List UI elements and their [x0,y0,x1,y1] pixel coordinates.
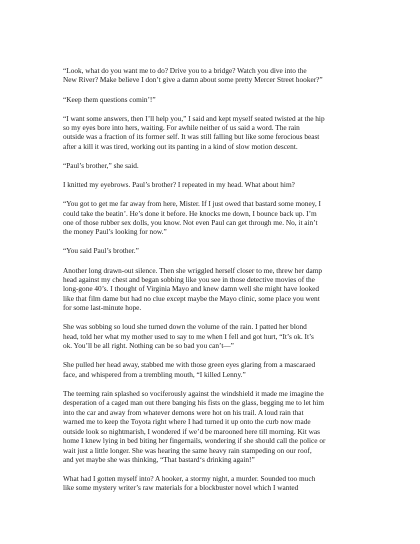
paragraph: I knitted my eyebrows. Paul’s brother? I repeated in my head. What about him? [63,180,295,189]
paragraph: What had I gotten myself into? A hooker, a stormy night, a murder. Sounded too much like some mystery writer’s raw materials for a blockbuster novel which I wanted [63,474,316,493]
paragraph: “I want some answers, then I’ll help you,” I said and kept myself seated twisted at the hip so my eyes bore into hers, waiting. For awhile neither of us said a word. The rain outside was a fraction of its former self. It was still falling but like some ferocious beast after a kill it was tired, working out its panting in a kind of slow motion descent. [63,113,325,151]
paragraph: The teeming rain splashed so vociferously against the windshield it made me imagine the desperation of a caged man out there banging his fists on the glass, begging me to let him into the car and away from whatever demons were hot on his trail. A loud rain that warned me to keep the Toyota right where I had turned it up onto the curb now made outside look so nightmarish, I wondered if we’d be marooned here till morning. Kit was home I knew lying in bed biting her fingernails, wondering if she should call the police or wait just a little longer. She was hearing the same heavy rain stampeding on our roof, and yet maybe she was thinking, “That bastard‘s drinking again!” [63,388,326,464]
paragraph: She pulled her head away, stabbed me with those green eyes glaring from a mascaraed face, and whispered from a trembling mouth, “I killed Lenny.” [63,360,316,379]
paragraph: “Look, what do you want me to do? Drive you to a bridge? Watch you dive into the New River? Make believe I don’t give a damn about some pretty Mercer Street hooker?” [63,66,323,85]
paragraph: “You got to get me far away from here, Mister. If I just owed that bastard some money, I could take the beatin’. He’s done it before. He knocks me down, I bounce back up. I’m one of those rubber sex dolls, you know. Not even Paul can get through me. No, it ain’t the money Paul’s looking for now.” [63,199,321,237]
paragraph: “You said Paul’s brother.” [63,246,139,256]
paragraph: “Paul’s brother,” she said. [63,160,139,170]
body-text [63,66,363,493]
paragraph: She was sobbing so loud she turned down the volume of the rain. I patted her blond head, told her what my mother used to say to me when I fell and got hurt, “It’s ok. It’s ok. You’ll be all right. Nothing can be so bad you can’t—” [63,322,314,351]
paragraph: “Keep them questions comin’!” [63,94,156,104]
paragraph: Another long drawn-out silence. Then she wriggled herself closer to me, threw her damp head against my chest and began sobbing like you see in those detective movies of the long-gone 40’s. I thought of Virginia Mayo and knew damn well she might have looked like that film dame but had no clue except maybe the Mayo clinic, some place you went for some last-minute hope. [63,265,323,313]
